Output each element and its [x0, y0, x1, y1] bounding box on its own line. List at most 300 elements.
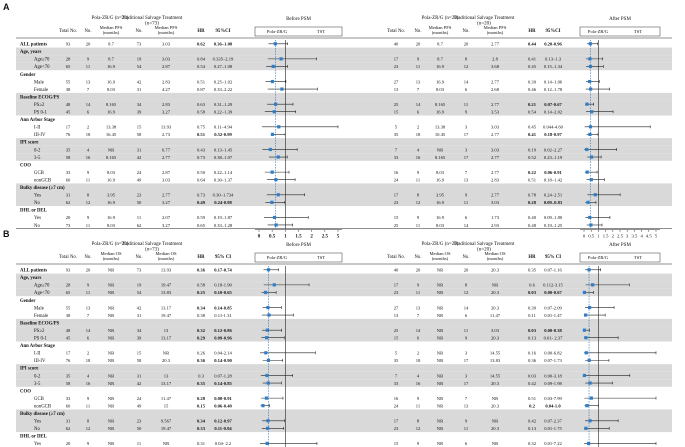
p1-cell-m2: 20.3 [161, 358, 171, 364]
p0-cell-m4: 2.77 [490, 101, 500, 107]
p0-cell-m3: 16.9 [435, 79, 445, 85]
p1-hr-point-after [583, 291, 586, 294]
p1-cell-m1: NR [107, 335, 115, 341]
p0-tick-label-before: 5 [336, 234, 340, 240]
p0-group-header-2b: (n=73) [145, 21, 159, 27]
p0-cell-hr2: 0.22 [527, 169, 537, 175]
p0-cell-n4: 12 [463, 64, 469, 70]
p1-group-header-2b: (n=73) [145, 247, 159, 253]
p0-cell-m1: 3.95 [106, 192, 116, 198]
p0-cell-ci: 0.27–1.08 [213, 64, 233, 70]
p1-cell-m2: 19.47 [160, 426, 172, 432]
p0-cell-hr2: 0.39 [527, 79, 537, 85]
p1-cell-n4: 13 [463, 403, 469, 409]
p1-cell-ci: 0.10-0.65 [214, 290, 232, 296]
p1-cell-hr: 0.58 [196, 282, 206, 288]
p1-cell-hr: 0.28 [196, 395, 206, 401]
p1-cell-m1: NR [107, 418, 115, 424]
p1-cell-n4: 20 [463, 267, 469, 273]
p0-cell-ci2: 0.09–1.80 [543, 215, 563, 221]
p0-cell-n2: 31 [136, 147, 142, 153]
p0-cell-n2: 34 [136, 101, 142, 107]
p0-cell-ci: 0.19–1.87 [213, 215, 233, 221]
p1-cell-n3: 8 [416, 418, 420, 424]
p1-cell-n2: 11 [136, 441, 142, 447]
p0-cell-m3: 8.03 [435, 222, 445, 228]
p0-cell-total2: 24 [393, 177, 399, 183]
p0-cell-m4: 3.03 [490, 147, 500, 153]
p1-cell-m2: 13.17 [160, 380, 172, 386]
p0-hr-point-before [274, 178, 277, 181]
p1-cell-total: 55 [65, 305, 71, 311]
p1-row-label: nonGCB [34, 404, 52, 410]
p1-plot-left-label-0: Pola-ZR/G [266, 255, 288, 260]
p0-cell-hr: 0.51 [196, 132, 206, 138]
p1-cell-m4: 20.3 [490, 380, 500, 386]
p1-cell-hr: 0.36 [196, 267, 206, 273]
p1-cell-hr2: 0.03 [527, 373, 537, 379]
p1-cell-ci2: 0.112-3.15 [543, 282, 563, 288]
p1-row-label: Yes [34, 419, 41, 425]
p0-cell-n3: 9 [416, 169, 420, 175]
p1-hr-point-after [585, 351, 588, 354]
p1-hr-point-after [588, 306, 591, 309]
p0-cell-n4: 14 [463, 79, 469, 85]
p1-hr-point-after [591, 283, 594, 286]
p0-cell-total: 65 [65, 64, 71, 70]
p0-cell-m3: 8.03 [435, 86, 445, 92]
p0-cell-m1: 8.03 [106, 169, 116, 175]
p0-cell-n3: 9 [416, 56, 420, 62]
p0-cell-n2: 49 [136, 177, 142, 183]
p1-cell-ci2: 0.01-1.47 [544, 312, 562, 318]
p0-tick-label-before: 1.5 [295, 234, 302, 240]
p1-cell-m4: 14.55 [489, 350, 501, 356]
p1-cell-n3: 11 [415, 403, 421, 409]
p1-cell-total2: 23 [393, 290, 399, 296]
p1-cell-hr2: 0.36 [527, 358, 537, 364]
p0-cell-hr2: 0.41 [527, 56, 537, 62]
p1-col-header-r-4b: (months) [486, 256, 504, 261]
p0-cell-hr2: 0.28 [527, 200, 537, 206]
p0-cell-n4: 6 [464, 86, 468, 92]
p1-cell-ci: 0.08-0.91 [214, 395, 232, 401]
p0-cell-ci: 0.33–2.22 [213, 86, 233, 92]
p1-cell-n3: 6 [416, 335, 420, 341]
p0-tick-label-after: 2 [611, 233, 614, 239]
p0-cell-n3: 9 [416, 215, 420, 221]
p1-cell-hr2: 0.32 [527, 441, 537, 447]
p0-cell-m1: 16.45 [105, 132, 117, 138]
p1-cell-ci: 0.11-0.94 [214, 426, 232, 432]
p0-cell-total: 76 [65, 132, 71, 138]
p0-cell-ci: 0.13–1.45 [213, 147, 233, 153]
p0-col-header-5: HR [197, 29, 205, 34]
p1-cell-total2: 17 [393, 418, 399, 424]
p1-cell-m1: NR [107, 380, 115, 386]
p1-cell-ci2: 0.01- 2.37 [543, 335, 563, 341]
p1-row-shade [16, 372, 672, 380]
p1-cell-m4: 3.03 [490, 327, 500, 333]
p0-cell-ci: 0.11–4.94 [213, 124, 233, 130]
p1-hr-point-after [585, 404, 588, 407]
p0-cell-ci2: 0.044-4.60 [543, 124, 563, 130]
p0-row-label: PS≥2 [34, 102, 45, 108]
p0-col-header-r-5: HR [528, 29, 536, 34]
p0-tick-label-after: 0 [582, 233, 586, 239]
p1-cell-total2: 33 [393, 380, 399, 386]
p0-plot-left-label-0: Pola-ZR/G [266, 29, 288, 34]
p0-cell-n4: 20 [463, 41, 469, 47]
p0-row-label: nonGCB [34, 178, 52, 184]
p0-col-header-1: No. [84, 29, 92, 34]
p0-cell-ci2: 0.07-0.67 [544, 101, 562, 107]
p0-cell-m4: 2.77 [490, 132, 500, 138]
p1-cell-hr: 0.15 [196, 403, 206, 409]
p0-col-header-2: Median PFS [99, 25, 123, 30]
p1-row-shade [16, 281, 672, 289]
p0-row-label: Female [34, 87, 49, 93]
p0-cell-ci: 0.22–1.14 [213, 169, 233, 175]
p1-cell-total2: 24 [393, 403, 399, 409]
p0-cell-n1: 6 [86, 109, 90, 115]
p0-tick-label-after: 4 [640, 233, 643, 239]
p1-cell-n1: 18 [85, 358, 91, 364]
p0-row-label: Ann Arbor Stage [20, 118, 55, 124]
p1-cell-ci2: 0.01-7.22 [544, 441, 562, 447]
p0-group-header-1: Pola-ZR/G (n=20) [91, 16, 129, 21]
p0-hr-point-before [277, 125, 280, 128]
p1-cell-n4: 7 [464, 395, 468, 401]
p1-cell-n1: 20 [85, 267, 91, 273]
p0-cell-n4: 9 [464, 192, 468, 198]
p0-cell-hr2: 0.44 [527, 41, 537, 47]
p1-cell-n2: 73 [136, 267, 142, 273]
p1-cell-total2: 35 [393, 358, 399, 364]
p0-cell-m3: 16.9 [435, 64, 445, 70]
p0-tick-label-after: 0.5 [588, 233, 595, 239]
p1-cell-total2: 23 [393, 426, 399, 432]
p1-row-label: Age<70 [34, 291, 50, 297]
p1-cell-total: 45 [65, 335, 71, 341]
p0-cell-ci: 0.38–1.07 [213, 154, 233, 160]
p1-plot-right-title: After PSM [609, 243, 631, 248]
p0-cell-total2: 16 [393, 169, 399, 175]
p1-row-shade [16, 409, 672, 417]
p0-cell-m4: 2.83 [490, 177, 500, 183]
p1-cell-m4: NR [491, 441, 499, 447]
p0-cell-m3: 8.7 [437, 41, 443, 47]
p1-cell-hr2: 0.42 [527, 418, 537, 424]
p0-cell-hr: 0.54 [196, 64, 206, 70]
p1-cell-n4: 17 [463, 358, 469, 364]
p0-cell-n2: 42 [136, 79, 142, 85]
p0-cell-n1: 11 [85, 64, 91, 70]
p0-cell-total: 33 [65, 169, 71, 175]
p0-cell-ci: 0.30–1.37 [213, 177, 233, 183]
p1-row-label: 3-5 [34, 381, 41, 387]
p1-cell-ci: 0.14-0.85 [214, 380, 232, 386]
p1-cell-m1: NR [107, 395, 115, 401]
p0-cell-total: 45 [65, 109, 71, 115]
p0-hr-point-before [271, 133, 274, 136]
p1-cell-m3: NR [436, 305, 444, 311]
p1-cell-m4: 13.83 [489, 358, 501, 364]
p1-col-header-r-1: No. [414, 255, 422, 260]
p0-hr-point-after [588, 216, 591, 219]
p0-cell-hr2: 0.54 [527, 109, 537, 115]
p0-cell-n4: 17 [463, 132, 469, 138]
p0-cell-n3: 4 [416, 147, 420, 153]
p0-cell-ci: 0.30–1.734 [212, 192, 234, 198]
p1-col-header-1: No. [84, 255, 92, 260]
p0-cell-n1: 20 [85, 41, 91, 47]
p1-row-label: ALL patients [20, 268, 48, 274]
p1-cell-hr2: 0.13 [527, 426, 537, 432]
p1-row-label: DHL or DEL [20, 434, 47, 440]
p1-cell-m4: 14.55 [489, 373, 501, 379]
p0-cell-hr: 0.87 [196, 86, 206, 92]
p1-row-label: GCB [34, 396, 44, 402]
p1-cell-n3: 16 [415, 380, 421, 386]
p0-hr-point-before [275, 223, 278, 226]
p0-cell-m4: 2.68 [490, 86, 500, 92]
p0-tick-label-after: 3.5 [631, 233, 638, 239]
p0-cell-m1: 8.7 [108, 41, 114, 47]
p1-row-label: III-IV [34, 359, 46, 365]
p1-hr-point-before [266, 427, 269, 430]
p1-cell-n3: 9 [416, 282, 420, 288]
p1-cell-ci2: 0.07-1.73 [544, 358, 562, 364]
p0-cell-ci2: 0.14–1.06 [543, 79, 563, 85]
p1-cell-ci: 0.04-2.14 [214, 350, 232, 356]
p1-cell-m1: NR [107, 441, 115, 447]
p0-hr-point-after [586, 201, 589, 204]
p1-cell-total2: 13 [393, 312, 399, 318]
p0-cell-n4: 3 [464, 147, 468, 153]
p1-cell-m2: 19.47 [160, 312, 172, 318]
p1-row-label: 0-2 [34, 374, 41, 380]
p1-hr-point-before [267, 313, 270, 316]
p0-col-header-4: Median PFS [154, 25, 178, 30]
p0-row-shade [16, 55, 672, 63]
p0-hr-point-after [585, 103, 588, 106]
p1-cell-m3: NR [436, 358, 444, 364]
p1-group-header-2: Traditional Salvage Treatment [121, 242, 183, 247]
p1-cell-hr: 0.29 [196, 335, 206, 341]
p1-cell-total: 62 [65, 426, 71, 432]
panel-letter-a: A [3, 2, 10, 12]
p0-cell-hr: 0.84 [196, 56, 206, 62]
p1-cell-n1: 16 [85, 380, 91, 386]
p1-cell-total2: 40 [393, 267, 399, 273]
p1-cell-n3: 4 [416, 373, 420, 379]
p0-cell-n1: 14 [85, 101, 91, 107]
p0-cell-m3: 16.9 [435, 215, 445, 221]
p1-cell-n4: 3 [464, 373, 468, 379]
p0-row-label: III-IV [34, 133, 46, 139]
p0-cell-n2: 19 [136, 56, 142, 62]
p1-cell-hr: 0.32 [196, 327, 206, 333]
p1-cell-ci: 0.14-0.85 [214, 305, 232, 311]
p1-cell-total: 17 [65, 350, 71, 356]
p0-cell-ci2: 0.23–1.19 [543, 154, 563, 160]
p0-cell-n3: 16 [415, 154, 421, 160]
p1-hr-point-after [583, 374, 586, 377]
p0-cell-total: 93 [65, 41, 71, 47]
p0-cell-m1: NR [107, 147, 115, 153]
p1-cell-m2: 11.47 [160, 395, 172, 401]
p1-cell-n2: 34 [136, 327, 142, 333]
p1-cell-ci2: 0.04-1.0 [545, 403, 561, 409]
p1-cell-ci2: 0.07-1.16 [544, 267, 562, 273]
p1-cell-m3: NR [436, 350, 444, 356]
p0-row-shade [16, 183, 672, 191]
p1-cell-total2: 16 [393, 395, 399, 401]
p0-cell-n3: 8 [416, 192, 420, 198]
p0-tick-label-after: 1 [597, 233, 600, 239]
p0-cell-m1: 13.38 [105, 124, 117, 130]
p0-cell-m2: 3.27 [161, 109, 171, 115]
p1-cell-hr: 0.36 [196, 358, 206, 364]
p1-cell-n3: 20 [415, 267, 421, 273]
p0-row-label: No [34, 201, 40, 207]
p0-cell-ci: 0.25–1.02 [213, 79, 233, 85]
p1-cell-total: 60 [65, 403, 71, 409]
p1-cell-total: 35 [65, 373, 71, 379]
p0-row-label: 0-2 [34, 148, 41, 154]
p1-row-label: IPI score [20, 366, 39, 372]
p0-cell-hr: 0.62 [196, 41, 206, 47]
p1-cell-hr: 0.26 [196, 350, 206, 356]
p0-cell-ci: 0.335–2.19 [212, 56, 234, 62]
p1-row-shade [16, 334, 672, 342]
p1-cell-m3: NR [436, 282, 444, 288]
p1-cell-m2: 13 [163, 373, 169, 379]
p0-cell-hr2: 0.51 [527, 177, 537, 183]
p0-hr-point-before [271, 171, 274, 174]
p1-cell-m2: 15 [163, 403, 169, 409]
p1-cell-m3: NR [436, 373, 444, 379]
p1-cell-hr: 0.38 [196, 312, 206, 318]
p1-cell-m1: NR [107, 267, 115, 273]
p0-cell-m2: 3.27 [161, 200, 171, 206]
p0-cell-ci2: 0.13–1.3 [544, 56, 562, 62]
p0-cell-m2: 2.83 [161, 101, 171, 107]
p0-tick-label-after: 4.5 [645, 233, 652, 239]
p0-cell-hr: 0.59 [196, 215, 206, 221]
p0-cell-hr2: 0.46 [527, 86, 537, 92]
p1-cell-m1: NR [107, 350, 115, 356]
p1-cell-m2: 13.93 [160, 267, 172, 273]
p1-cell-n3: 14 [415, 327, 421, 333]
p1-plot-left-title: Before PSM [286, 243, 311, 248]
p1-col-header-4b: (months) [157, 256, 175, 261]
p0-group-header-3: Pola-ZR/G (n=20) [421, 16, 459, 21]
p0-cell-hr: 0.50 [196, 169, 206, 175]
p1-cell-m3: NR [436, 418, 444, 424]
p0-cell-n3: 7 [416, 86, 420, 92]
p0-cell-ci2: 0.06-0.91 [544, 169, 562, 175]
p0-row-label: Yes [34, 216, 41, 222]
p0-col-header-r-6: 95%CI [545, 29, 561, 34]
p1-cell-n2: 31 [136, 312, 142, 318]
p1-hr-point-before [264, 291, 267, 294]
p0-cell-m4: 3.53 [490, 109, 500, 115]
p0-cell-total2: 25 [393, 101, 399, 107]
p1-cell-n1: 14 [85, 327, 91, 333]
p0-cell-m4: 3.03 [490, 200, 500, 206]
p0-row-label: COO [20, 163, 31, 169]
p0-hr-point-before [280, 57, 283, 60]
p1-col-header-r-2b: (months) [431, 256, 449, 261]
p0-hr-point-before [280, 87, 283, 90]
p0-hr-point-after [590, 110, 593, 113]
p1-cell-n1: 12 [85, 426, 91, 432]
p1-cell-n1: 7 [86, 312, 90, 318]
p1-cell-n1: 11 [85, 403, 91, 409]
p1-plot-right-label-1: TST [633, 255, 643, 260]
p0-plot-right-title: After PSM [609, 17, 631, 22]
p0-cell-hr2: 0.45 [527, 64, 537, 70]
p0-cell-total2: 15 [393, 215, 399, 221]
p1-cell-ci: 0.17-0.74 [214, 267, 232, 273]
p1-cell-n4: 14 [463, 305, 469, 311]
p1-cell-hr: 0.25 [196, 290, 206, 296]
p1-cell-ci: 0.06-0.40 [214, 403, 232, 409]
p1-cell-m1: NR [107, 426, 115, 432]
p0-cell-n2: 42 [136, 154, 142, 160]
p1-hr-point-after [584, 336, 587, 339]
p1-cell-m2: 13.83 [160, 290, 172, 296]
p1-cell-m4: 20.3 [490, 267, 500, 273]
p1-col-header-0: Total No. [58, 255, 78, 260]
p0-cell-m3: 8.165 [434, 154, 446, 160]
p0-cell-total2: 5 [394, 124, 398, 130]
p0-hr-point-before [272, 65, 275, 68]
p0-row-shade [16, 48, 672, 56]
p1-cell-hr2: 0.6 [529, 282, 535, 288]
p0-cell-m2: 2.87 [161, 64, 171, 70]
p0-cell-m3: 16.9 [435, 109, 445, 115]
p1-cell-n4: 3 [464, 350, 468, 356]
p0-cell-m2: 3.27 [161, 222, 171, 228]
p0-cell-total: 55 [65, 79, 71, 85]
p0-tick-label-before: 0 [257, 234, 261, 240]
p1-cell-m3: NR [436, 290, 444, 296]
p0-cell-n4: 11 [463, 200, 469, 206]
p0-tick-label-before: 0.5 [269, 234, 276, 240]
p1-cell-hr: 0.34 [196, 305, 206, 311]
p1-cell-m3: NR [436, 395, 444, 401]
p1-row-shade [16, 274, 672, 282]
p0-tick-label-after: 1.5 [602, 233, 609, 239]
p1-cell-total: 31 [65, 418, 71, 424]
p0-cell-n1: 11 [85, 222, 91, 228]
p1-cell-m4: 20.3 [490, 403, 500, 409]
p0-tick-label-after: 2.5 [617, 233, 623, 239]
p0-hr-point-before [271, 80, 274, 83]
p0-cell-n3: 6 [416, 109, 420, 115]
p1-cell-hr: 0.31 [196, 441, 206, 447]
p0-cell-m2: 2.77 [161, 154, 171, 160]
p0-cell-n1: 7 [86, 86, 90, 92]
p1-cell-n3: 13 [415, 305, 421, 311]
p0-cell-total: 17 [65, 124, 71, 130]
p1-row-label: Age, years [20, 276, 42, 282]
p0-row-label: Age, years [20, 50, 42, 56]
p1-row-label: PS 0-1 [34, 336, 47, 342]
